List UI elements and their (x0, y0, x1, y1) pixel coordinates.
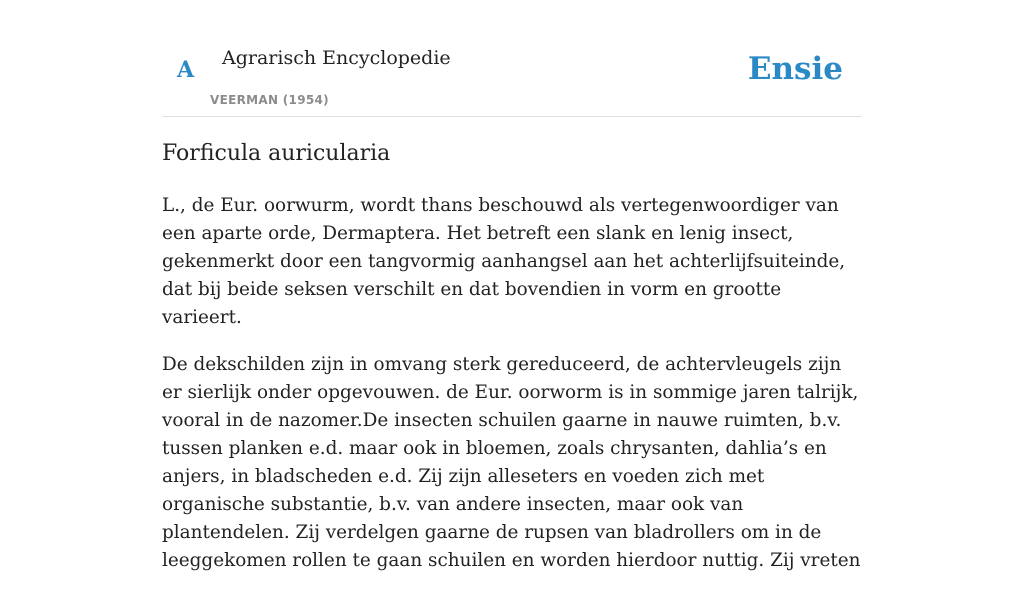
article-paragraph: L., de Eur. oorwurm, wordt thans beschouwd als vertegenwoordiger van een aparte orde, Dermaptera. Het betreft een slank en lenig insect, gekenmerkt door een tangvormig aanhangsel aan het achterlijfsuiteinde, dat bij beide seksen verschilt en dat bovendien in vorm en grootte varieert. (162, 195, 846, 328)
article-paragraph: De dekschilden zijn in omvang sterk gereduceerd, de achtervleugels zijn er sierlijk onder opgevouwen. de Eur. oorworm is in sommige jaren talrijk, vooral in de nazomer.De insecten schuilen gaarne in nauwe ruimten, b.v. tussen planken e.d. maar ook in bloemen, zoals chrysanten, dahlia’s en anjers, in bladscheden e.d. Zij zijn alleseters en voeden zich met organische substantie, b.v. van andere insecten, maar ook van plantendelen. Zij verdelgen gaarne de rupsen van bladrollers om in de leeggekomen rollen te gaan schuilen en worden hierdoor nuttig. Zij vreten (162, 354, 861, 571)
encyclopedia-logo-icon[interactable]: A (177, 57, 195, 83)
author-label: VEERMAN (1954) (210, 93, 329, 107)
page-container (162, 0, 862, 571)
encyclopedia-title-link[interactable]: Agrarisch Encyclopedie (222, 47, 451, 69)
encyclopedia-header (162, 0, 862, 117)
article-title: Forficula auricularia (162, 141, 391, 166)
article-body (162, 192, 862, 594)
ensie-brand-logo[interactable]: Ensie (747, 51, 843, 87)
